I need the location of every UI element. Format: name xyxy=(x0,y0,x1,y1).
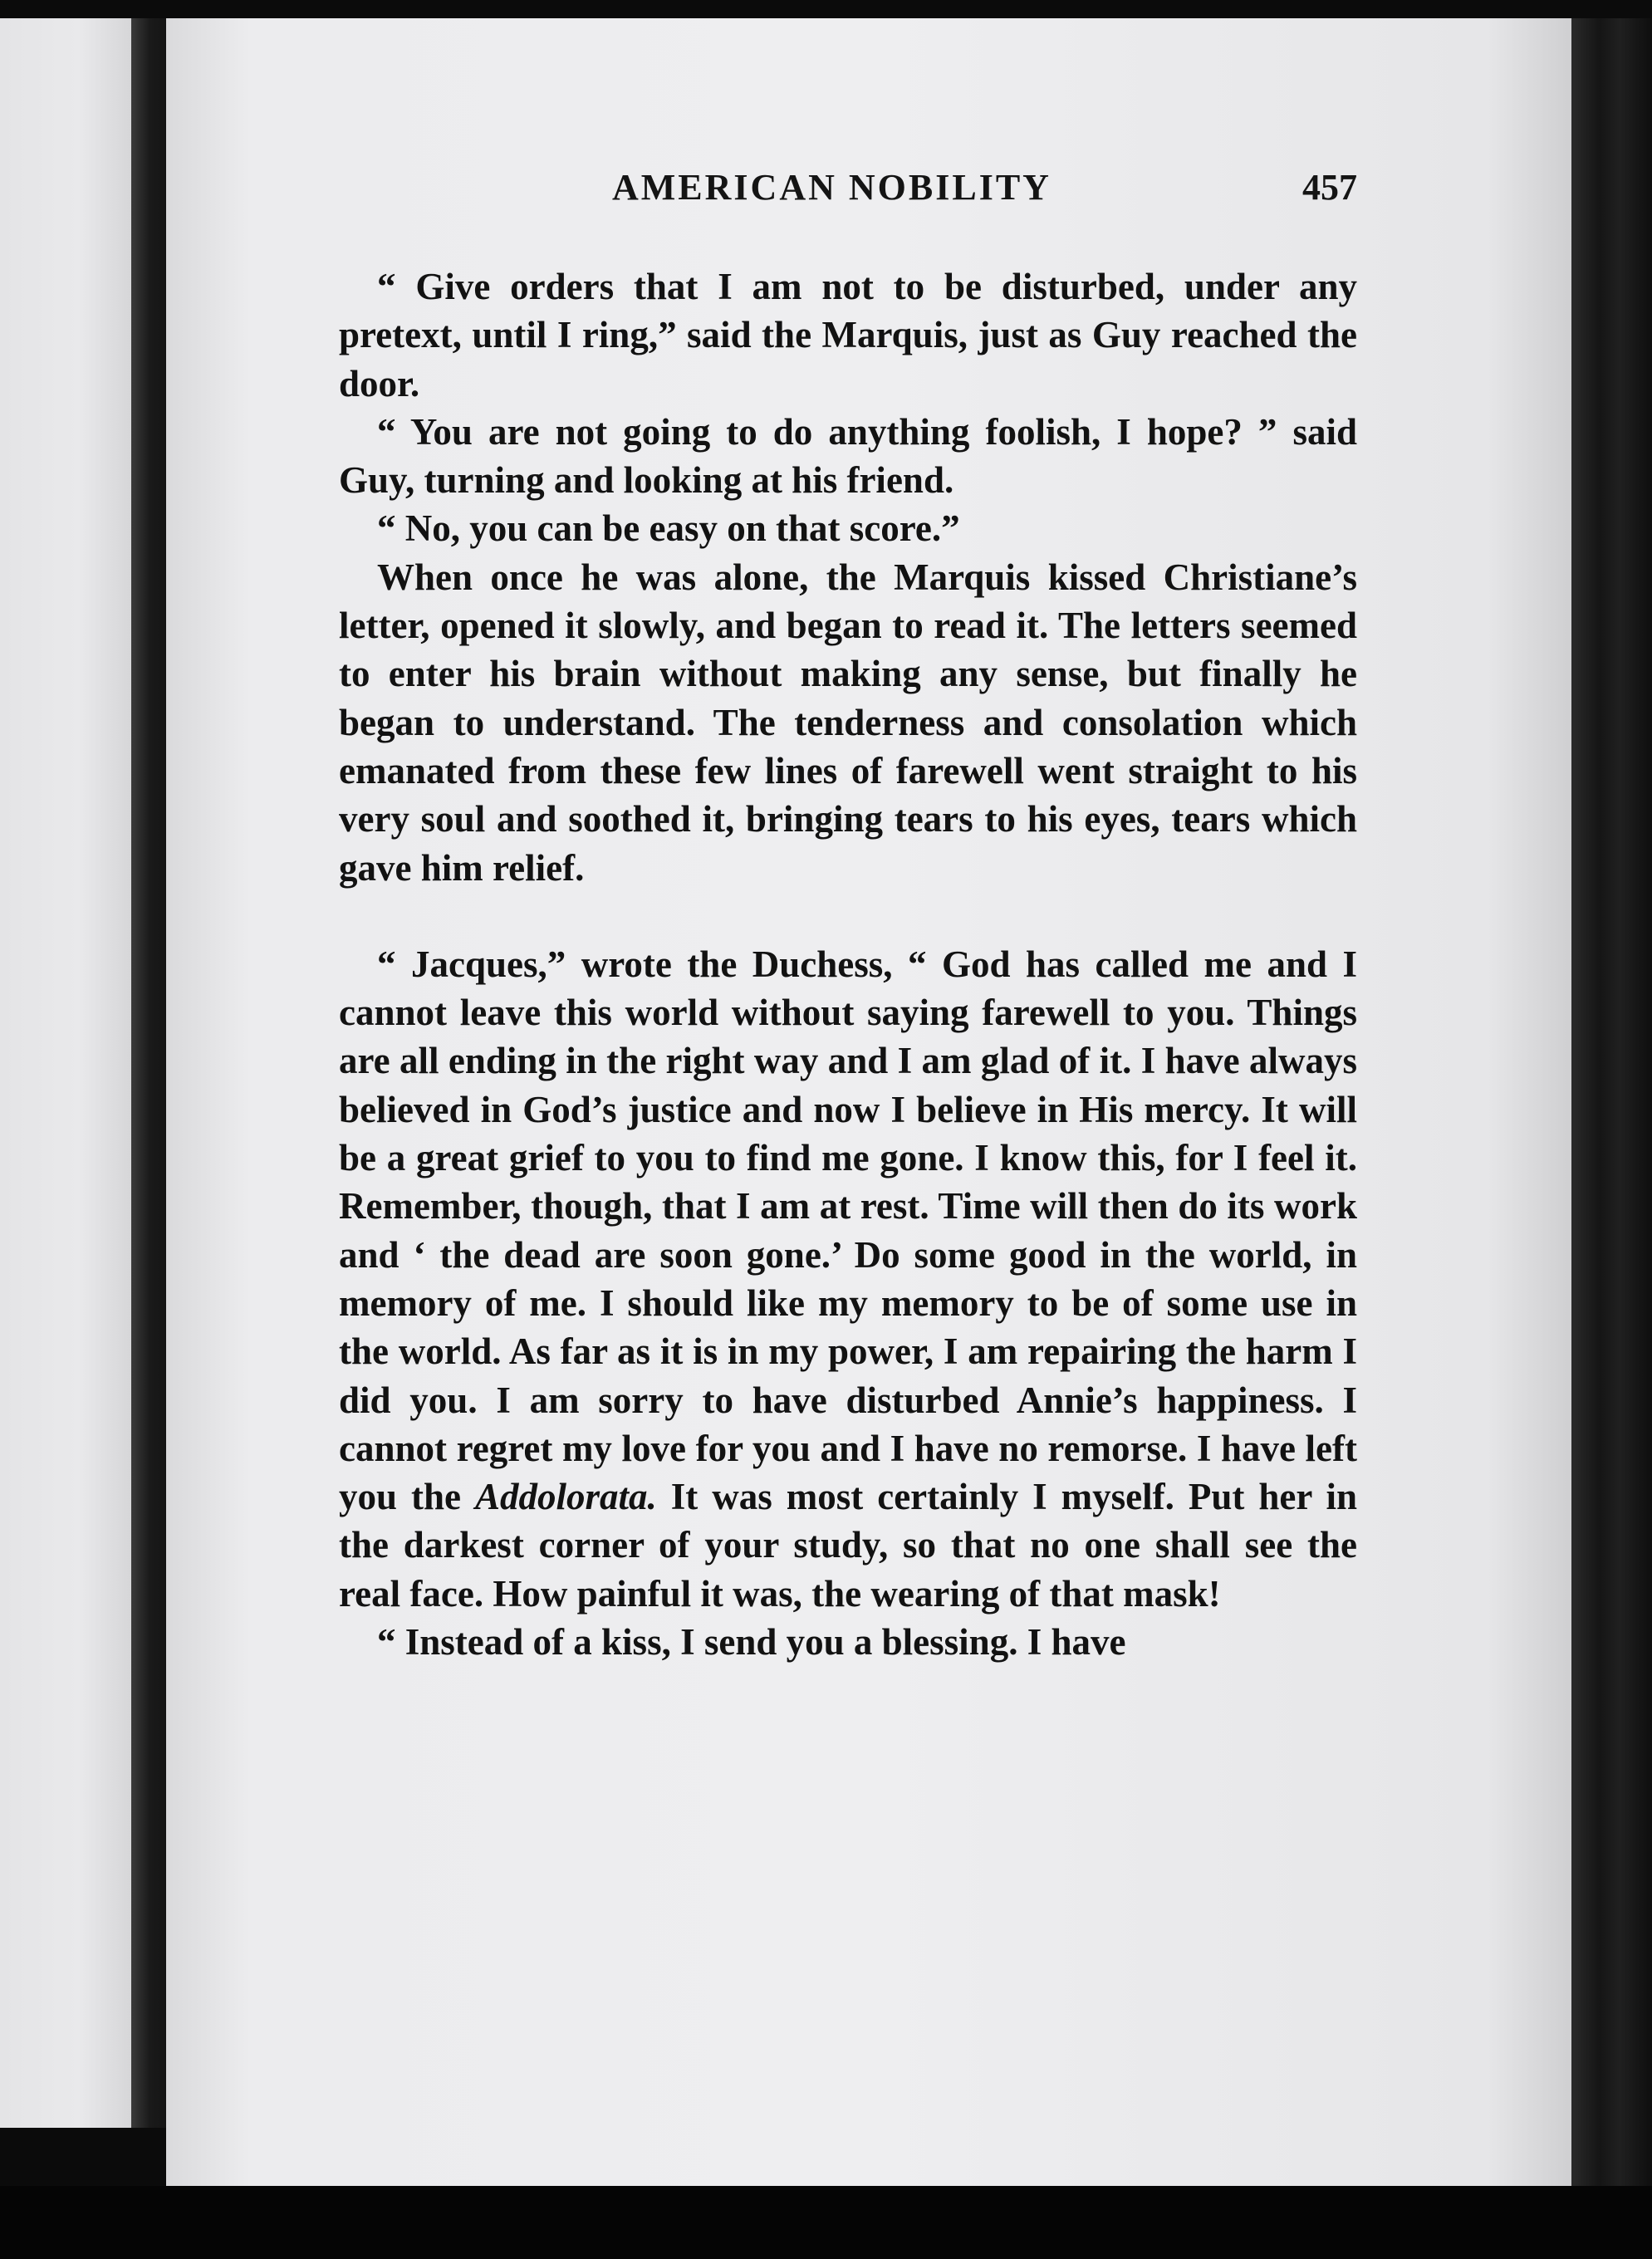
running-head xyxy=(342,166,1357,224)
paragraph-5-text: “ Jacques,” wrote the Duchess, “ God has called me and I cannot leave this world without saying farewell to you. Things are all ending in the right way and I am glad of it. I have always believed in God’s justice and now I believe in His mercy. It will be a great grief to you to find me gone. I know this, for I feel it. Remember, though, that I am at rest. Time will then do its work and ‘ the dead are soon gone.’ Do some good in the world, in memory of me. I should like my memory to be of some use in the world. As far as it is in my power, I am repairing the harm I did you. I am sorry to have disturbed Annie’s happiness. I cannot regret my love for you and I have no remorse. I have left you the xyxy=(339,943,1357,1518)
paragraph-6: “ Instead of a kiss, I send you a blessing. I have xyxy=(377,1621,1126,1664)
paragraph-5 xyxy=(339,940,1357,1618)
paragraph-3: “ No, you can be easy on that score.” xyxy=(377,507,960,550)
paragraph-1: “ Give orders that I am not to be disturbed, under any pretext, until I ring,” said the Marquis, just as Guy reached the door. xyxy=(339,266,1357,404)
page-number: 457 xyxy=(1302,167,1357,208)
paragraph-2: “ You are not going to do anything foolish, I hope? ” said Guy, turning and looking at his friend. xyxy=(339,410,1357,502)
previous-page-edge xyxy=(0,18,131,2128)
running-title: AMERICAN NOBILITY xyxy=(612,167,1051,208)
scan-border xyxy=(0,2186,1652,2259)
paragraph-5-text-after: It was most certainly I myself. Put her in the darkest corner of your study, so that no one shall see the real face. How painful it was, the wearing of that mask! xyxy=(339,1476,1358,1615)
paragraph-5-italic: Addolorata. xyxy=(475,1476,657,1518)
page-edge-shadow xyxy=(1571,18,1652,2186)
body-text xyxy=(339,262,1357,1666)
paragraph-4: When once he was alone, the Marquis kissed Christiane’s letter, opened it slowly, and began to read it. The letters seemed to enter his brain without making any sense, but finally he began to understand. The tenderness and consolation which emanated from these few lines of farewell went straight to his very soul and soothed it, bringing tears to his eyes, tears which gave him relief. xyxy=(339,556,1357,889)
